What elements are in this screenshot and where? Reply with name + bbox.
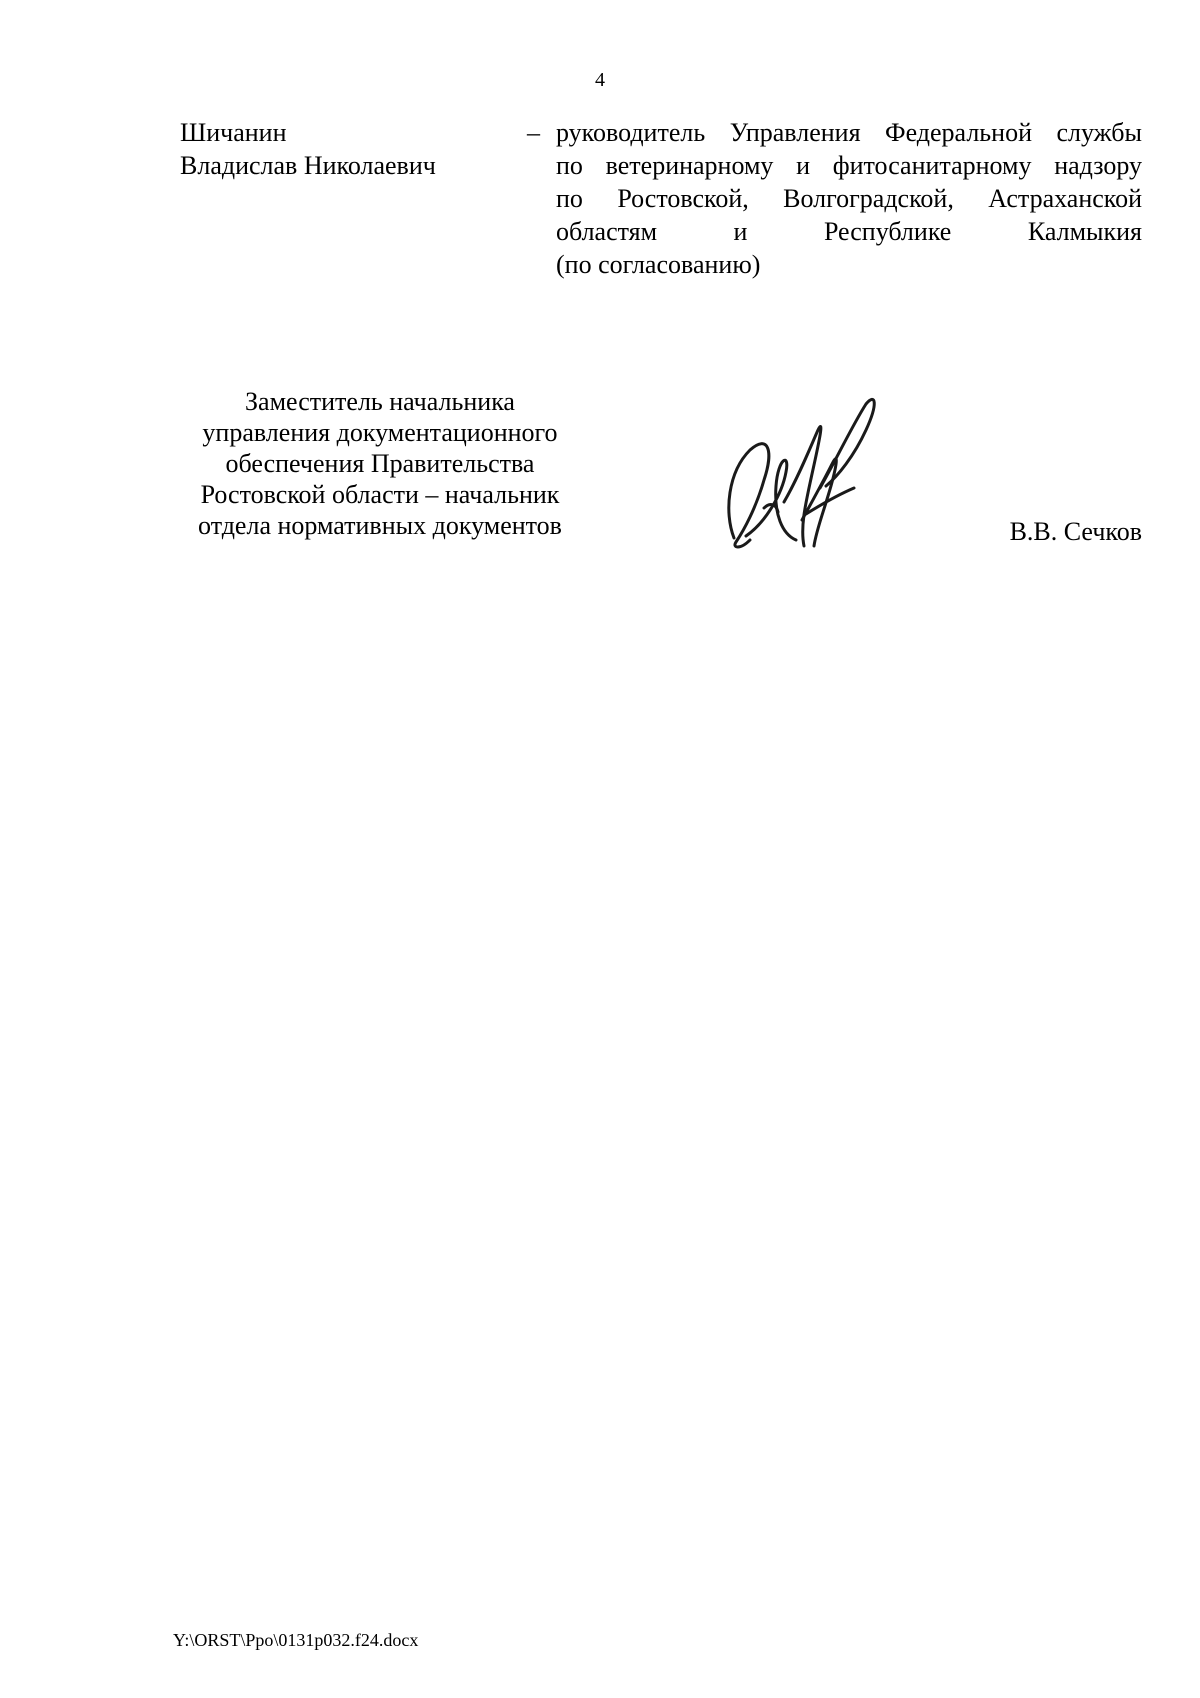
signer-name: В.В. Сечков — [1009, 517, 1142, 546]
member-role-line: руководитель Управления Федеральной службы — [556, 118, 1142, 147]
member-role-line: по ветеринарному и фитосанитарному надзору — [556, 151, 1142, 180]
member-role-line: по Ростовской, Волгоградской, Астраханской — [556, 184, 1142, 213]
member-dash: – — [527, 118, 540, 147]
member-role-line: областям и Республике Калмыкия — [556, 217, 1142, 246]
signer-title-line: Ростовской области – начальник — [200, 480, 560, 509]
member-role — [556, 116, 1142, 281]
member-name — [180, 116, 436, 182]
signer-title-line: Заместитель начальника — [245, 387, 515, 416]
member-surname: Шичанин — [180, 118, 287, 147]
signer-title-line: обеспечения Правительства — [225, 449, 535, 478]
signer-title-line: управления документационного — [202, 418, 558, 447]
handwritten-signature — [706, 390, 896, 560]
signer-title-line: отдела нормативных документов — [198, 511, 562, 540]
member-role-line: (по согласованию) — [556, 250, 761, 279]
signer-title — [160, 386, 600, 541]
member-given-names: Владислав Николаевич — [180, 151, 436, 180]
file-path: Y:\ORST\Ppo\0131p032.f24.docx — [173, 1630, 419, 1650]
page-number: 4 — [595, 69, 605, 91]
